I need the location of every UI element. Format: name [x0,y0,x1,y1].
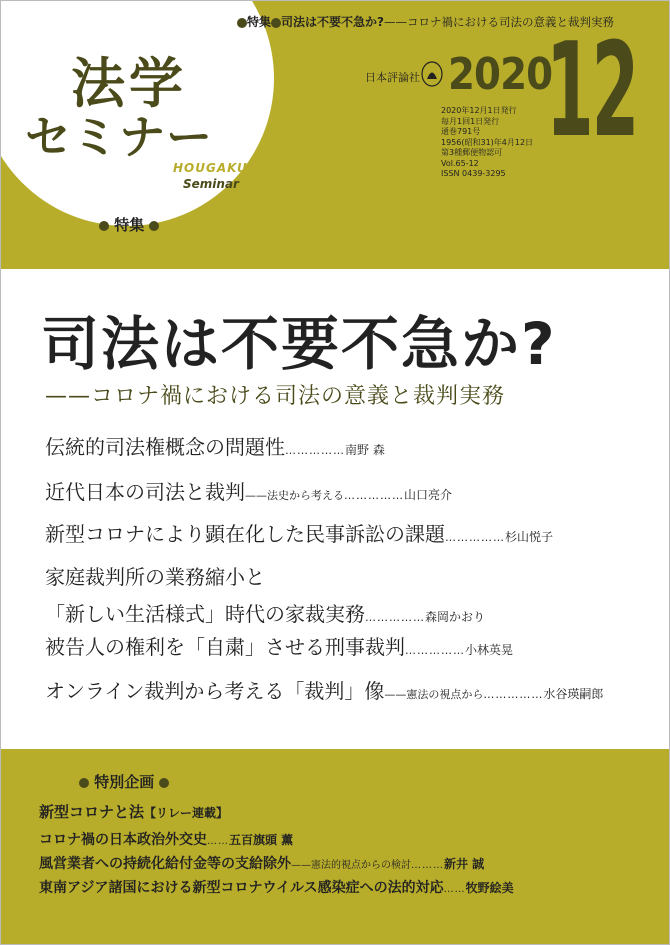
logo-title-line1: 法学 [71,52,187,115]
article-entry [45,561,485,627]
publication-info-line: 1956(昭和31)年4月12日 [441,137,534,147]
leader-dots: …………… [365,611,425,624]
special-title: コロナ禍の日本政治外交史 [39,832,207,848]
article-title: 被告人の権利を「自粛」させる刑事裁判 [45,635,405,659]
relay-title: 新型コロナと法 [39,803,145,821]
leader-dots: …………… [445,531,505,544]
article-title: 近代日本の司法と裁判 [45,480,245,504]
feature-subtitle: ——コロナ禍における司法の意義と裁判実務 [45,384,506,409]
leader-dots: …… [443,884,466,895]
relay-series-heading [39,801,228,822]
leader-dots: …………… [483,688,544,701]
issue-month: 12 [546,14,638,166]
publication-info-line: Vol.65-12 [441,158,479,168]
special-subtitle: ——憲法的視点からの検討 [291,860,411,871]
special-tag [79,771,169,792]
article-title-line2-row [45,598,485,627]
article-author: 小林英晃 [465,643,514,657]
article-entry [45,476,452,505]
special-title: 東南アジア諸国における新型コロナウイルス感染症への法的対応 [39,880,444,896]
publication-info [441,106,533,180]
relay-bracket-label: 【リレー連載】 [144,806,229,820]
article-entry [45,631,513,660]
publication-info-line: 通巻791号 [441,127,481,136]
bullet-icon [149,221,159,231]
feature-tag-label: 特集 [114,216,145,234]
publication-info-line: 毎月1回1日発行 [441,116,500,126]
special-tag-label: 特別企画 [94,773,155,791]
special-entry [39,853,484,873]
leader-dots: …………… [285,444,345,457]
top-feature-subtitle: ——コロナ禍における司法の意義と裁判実務 [383,15,614,29]
article-title: 伝統的司法権概念の問題性 [45,435,285,459]
article-title-line1: 家庭裁判所の業務縮小と [45,565,265,589]
special-author: 新井 誠 [444,857,485,871]
publication-info-line: 第3種郵便物認可 [441,148,503,157]
article-title: 新型コロナにより顕在化した民事訴訟の課題 [45,522,445,546]
issue-year: 2020 [448,49,553,100]
article-author: 森岡かおり [425,610,486,624]
feature-tag [99,214,159,235]
special-title: 風営業者への持続化給付金等の支給除外 [39,856,291,872]
feature-title: 司法は不要不急か? [41,310,557,378]
special-author: 牧野絵美 [465,881,514,895]
bullet-icon [79,778,89,788]
article-entry [45,518,553,547]
publication-info-line: ISSN 0439-3295 [441,169,506,178]
top-feature-label: 特集 [247,15,272,29]
logo-english-line2: Seminar [183,177,239,191]
bullet-icon [271,18,281,28]
logo-title-line2: セミナー [25,110,213,164]
article-entry [45,675,603,704]
article-author: 山口亮介 [404,488,453,502]
article-author: 水谷瑛嗣郎 [543,687,604,701]
logo-english-line1: HOUGAKU [173,161,248,175]
publication-info-line: 2020年12月1日発行 [441,106,517,115]
bullet-icon [99,221,109,231]
article-title: オンライン裁判から考える「裁判」像 [45,679,385,703]
top-feature-title: 司法は不要不急か? [281,15,384,29]
special-author: 五百旗頭 薫 [229,833,294,847]
article-entry [45,431,385,460]
article-title: 「新しい生活様式」時代の家裁実務 [45,602,365,626]
bullet-icon [159,778,169,788]
article-subtitle: ——法史から考える [245,489,344,502]
leader-dots: ……… [411,860,444,871]
article-author: 南野 森 [345,443,385,457]
publisher-emblem-icon [421,61,443,87]
article-author: 杉山悦子 [505,530,554,544]
leader-dots: …………… [405,644,465,657]
special-entry [39,877,514,897]
leader-dots: …… [207,836,229,847]
special-entry [39,829,293,849]
publisher-name: 日本評論社 [365,71,420,84]
bullet-icon [237,18,247,28]
article-subtitle: ——憲法の視点から [384,688,484,701]
leader-dots: …………… [344,489,404,502]
